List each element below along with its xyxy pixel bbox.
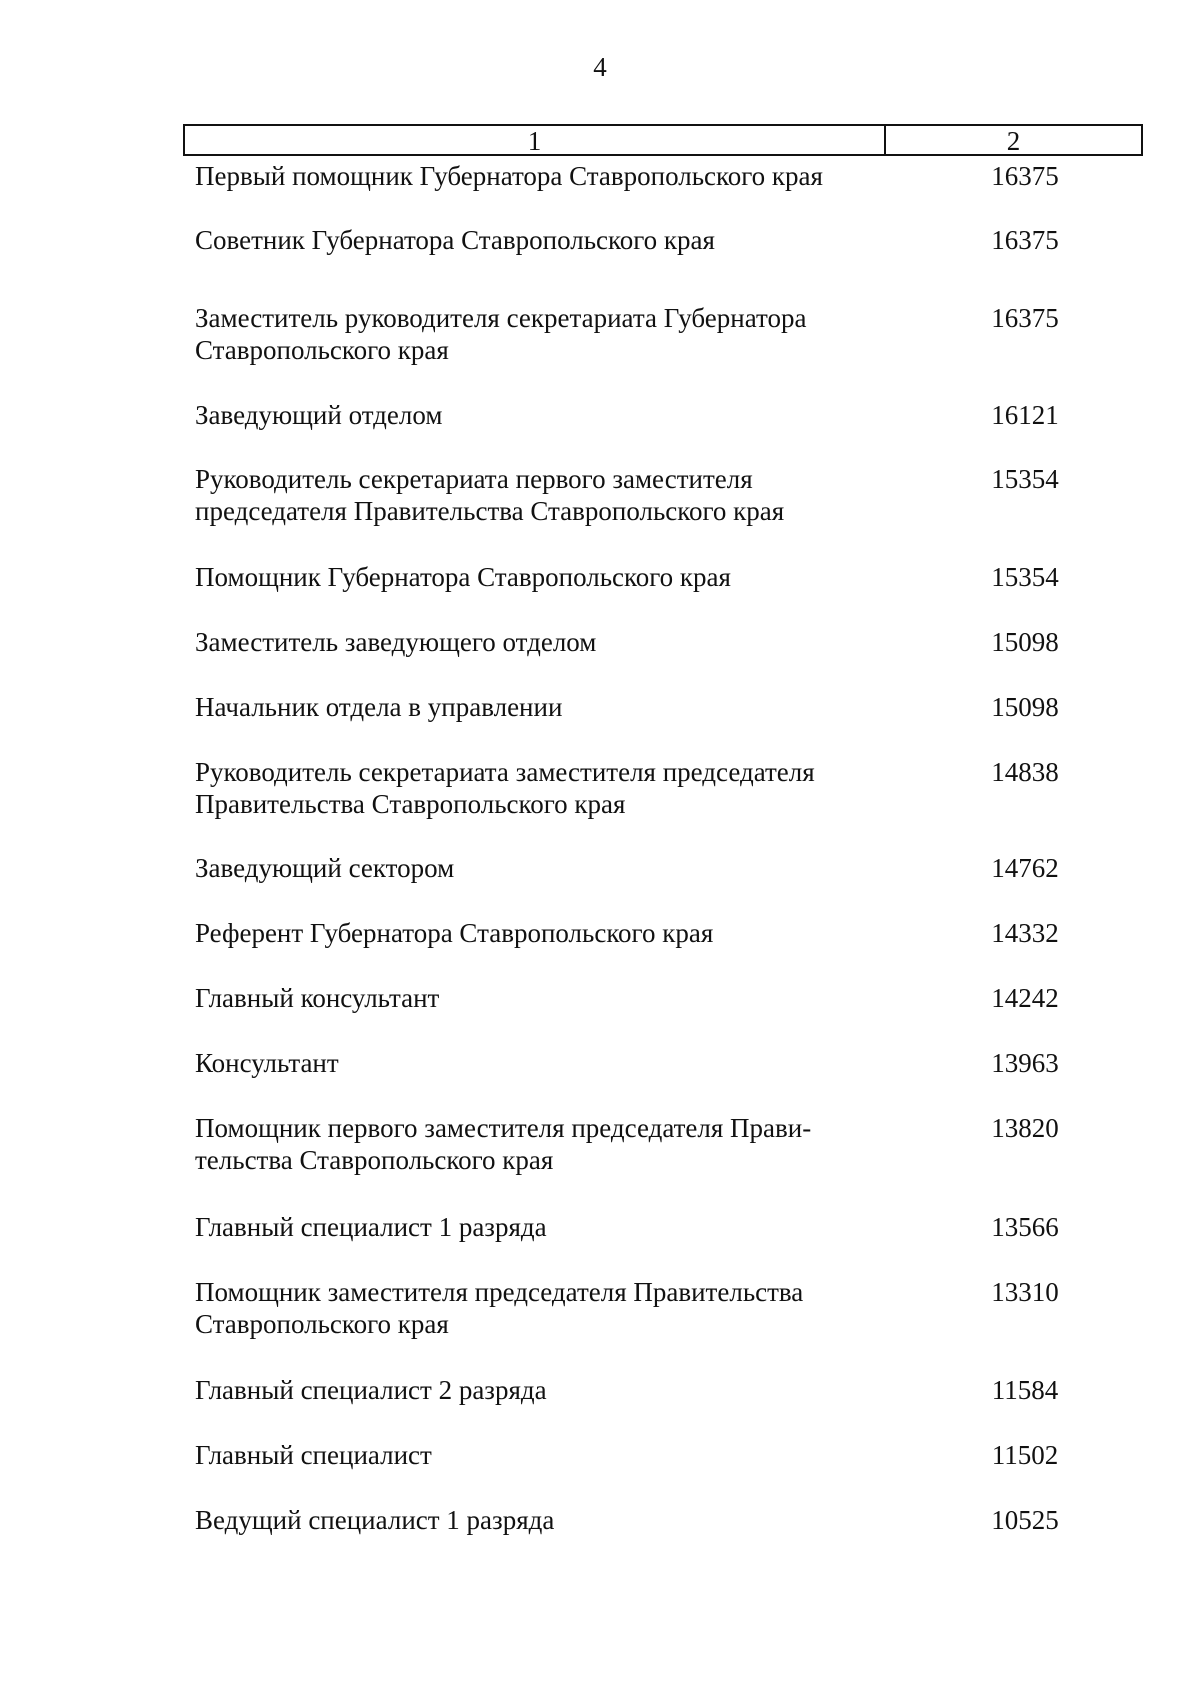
position-title: Первый помощник Губернатора Ставропольского края [195, 161, 823, 191]
salary-value: 15098 [991, 627, 1059, 657]
page-number: 4 [593, 52, 607, 82]
position-title: Руководитель секретариата первого заместителя председателя Правительства Ставропольского края [195, 464, 785, 526]
salary-value: 15354 [991, 464, 1059, 494]
salary-value: 14242 [991, 983, 1059, 1013]
salary-value: 15354 [991, 562, 1059, 592]
salary-value: 16375 [991, 225, 1059, 255]
salary-value: 14332 [991, 918, 1059, 948]
column-header-1: 1 [185, 126, 886, 154]
position-title: Консультант [195, 1048, 339, 1078]
position-title: Заместитель заведующего отделом [195, 627, 597, 657]
position-title: Главный специалист 2 разряда [195, 1375, 547, 1405]
position-title: Главный специалист 1 разряда [195, 1212, 547, 1242]
salary-value: 14838 [991, 757, 1059, 787]
salary-value: 13963 [991, 1048, 1059, 1078]
position-title: Советник Губернатора Ставропольского края [195, 225, 715, 255]
salary-value: 16121 [991, 400, 1059, 430]
salary-value: 16375 [991, 161, 1059, 191]
position-title: Референт Губернатора Ставропольского края [195, 918, 714, 948]
position-title: Заведующий отделом [195, 400, 443, 430]
salary-value: 15098 [991, 692, 1059, 722]
salary-value: 13820 [991, 1113, 1059, 1143]
position-title: Заместитель руководителя секретариата Губернатора Ставропольского края [195, 303, 807, 365]
salary-value: 13310 [991, 1277, 1059, 1307]
salary-value: 16375 [991, 303, 1059, 333]
position-title: Заведующий сектором [195, 853, 455, 883]
salary-value: 14762 [991, 853, 1059, 883]
position-title: Ведущий специалист 1 разряда [195, 1505, 555, 1535]
position-title: Помощник первого заместителя председателя Прави-тельства Ставропольского края [195, 1113, 812, 1175]
position-title: Начальник отдела в управлении [195, 692, 563, 722]
position-title: Помощник Губернатора Ставропольского края [195, 562, 731, 592]
position-title: Помощник заместителя председателя Правительства Ставропольского края [195, 1277, 804, 1339]
table-header [183, 124, 1143, 156]
salary-value: 11502 [991, 1440, 1059, 1470]
position-title: Главный специалист [195, 1440, 432, 1470]
position-title: Руководитель секретариата заместителя председателя Правительства Ставропольского края [195, 757, 815, 819]
column-header-2: 2 [1006, 126, 1021, 156]
salary-value: 11584 [991, 1375, 1059, 1405]
position-title: Главный консультант [195, 983, 440, 1013]
salary-value: 10525 [991, 1505, 1059, 1535]
salary-value: 13566 [991, 1212, 1059, 1242]
